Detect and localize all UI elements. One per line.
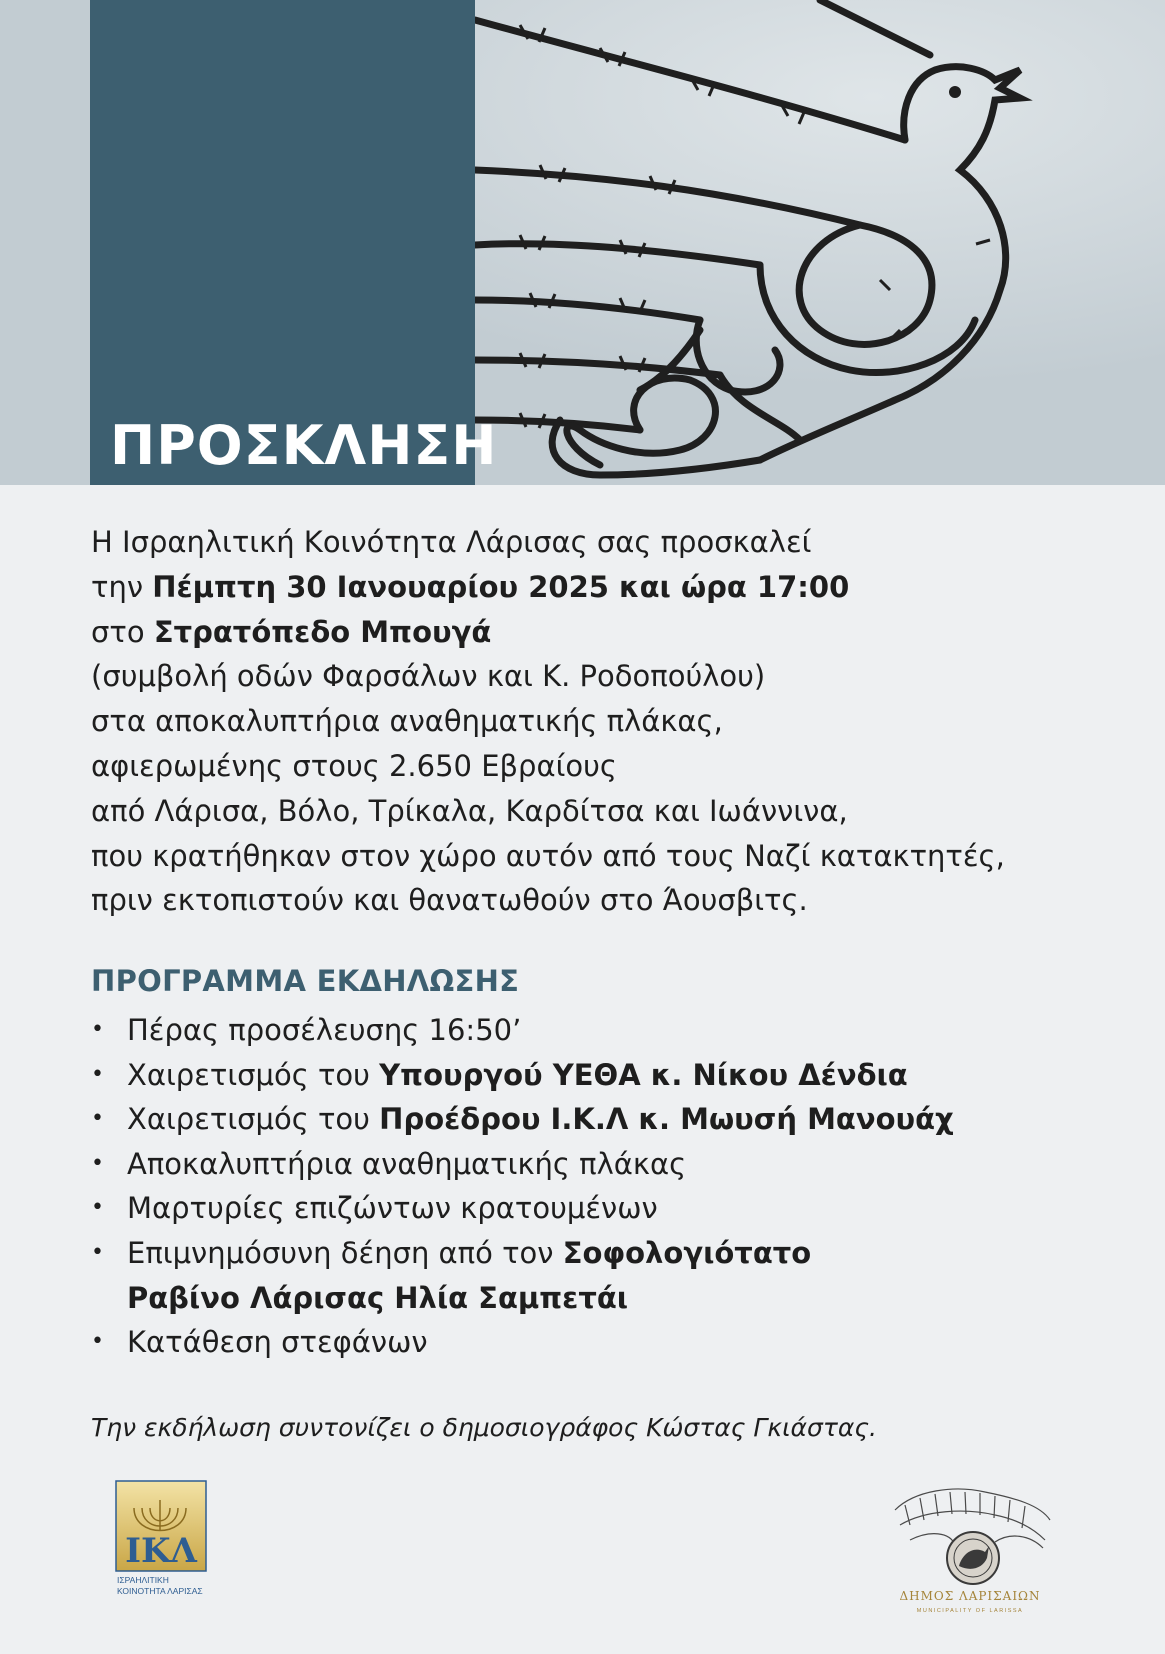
municipality-name-en: MUNICIPALITY OF LARISSA [916,1608,1024,1614]
intro-line: που κρατήθηκαν στον χώρο αυτόν από τους Ναζί κατακτητές, [91,838,1005,873]
list-item-text: Κατάθεση στεφάνων [127,1325,428,1360]
invitation-text [91,520,1005,923]
ikl-mark: ΙΚΛ [125,1531,197,1571]
intro-text: την [91,569,153,604]
list-item [91,1097,954,1142]
municipality-logo [885,1480,1055,1620]
ikl-logo [115,1480,220,1600]
list-item-bold: Προέδρου Ι.Κ.Λ κ. Μωυσή Μανουάχ [379,1102,954,1137]
list-item-text: Χαιρετισμός του [127,1102,380,1137]
intro-line-venue [91,610,1005,655]
list-item-bold: Σοφολογιότατο [562,1235,812,1270]
intro-line-date [91,565,1005,610]
list-item-text: Χαιρετισμός του [127,1057,380,1092]
bullet-icon: • [91,1106,104,1132]
program-list [91,1008,954,1365]
list-item [91,1186,954,1231]
municipality-name: ΔΗΜΟΣ ΛΑΡΙΣΑΙΩΝ [899,1589,1041,1603]
list-item [91,1142,954,1187]
list-item-bold: Ραβίνο Λάρισας Ηλία Σαμπετάι [127,1280,629,1315]
list-item-text: Επιμνημόσυνη δέηση από τον [127,1235,563,1270]
event-date: Πέμπτη 30 Ιανουαρίου 2025 και ώρα 17:00 [152,569,850,604]
ikl-caption-line1: ΙΣΡΑΗΛΙΤΙΚΗ [117,1575,169,1585]
moderator-note: Την εκδήλωση συντονίζει ο δημοσιογράφος Κώστας Γκιάστας. [91,1413,877,1442]
list-item [91,1008,954,1053]
ikl-caption-line2: ΚΟΙΝΟΤΗΤΑ ΛΑΡΙΣΑΣ [117,1586,203,1596]
list-item-text: Πέρας προσέλευσης 16:50’ [127,1013,522,1047]
program-heading: ΠΡΟΓΡΑΜΜΑ ΕΚΔΗΛΩΣΗΣ [91,964,520,998]
list-item-text: Αποκαλυπτήρια αναθηματικής πλάκας [127,1146,687,1181]
bullet-icon: • [91,1017,104,1042]
intro-line: στα αποκαλυπτήρια αναθηματικής πλάκας, [91,704,723,739]
bullet-icon: • [91,1329,104,1355]
title-panel [90,0,498,485]
list-item [91,1053,954,1098]
intro-line: πριν εκτοπιστούν και θανατωθούν στο Άουσβιτς. [91,883,808,918]
intro-line: Η Ισραηλιτική Κοινότητα Λάρισας σας προσκαλεί [91,525,812,559]
bullet-icon: • [91,1239,104,1265]
hero-banner [0,0,1165,485]
intro-line: αφιερωμένης στους 2.650 Εβραίους [91,748,617,783]
intro-text: στο [91,614,154,649]
list-item-bold: Υπουργού ΥΕΘΑ κ. Νίκου Δένδια [379,1057,908,1092]
list-item [91,1320,954,1365]
page-title: ΠΡΟΣΚΛΗΣΗ [110,414,498,477]
intro-line: (συμβολή οδών Φαρσάλων και Κ. Ροδοπούλου) [91,659,766,694]
list-item-text: Μαρτυρίες επιζώντων κρατουμένων [127,1191,658,1226]
list-item [91,1231,954,1320]
intro-line: από Λάρισα, Βόλο, Τρίκαλα, Καρδίτσα και Ιωάννινα, [91,793,848,828]
bullet-icon: • [91,1195,104,1221]
bullet-icon: • [91,1150,104,1176]
event-venue: Στρατόπεδο Μπουγά [153,614,492,649]
bullet-icon: • [91,1061,104,1087]
